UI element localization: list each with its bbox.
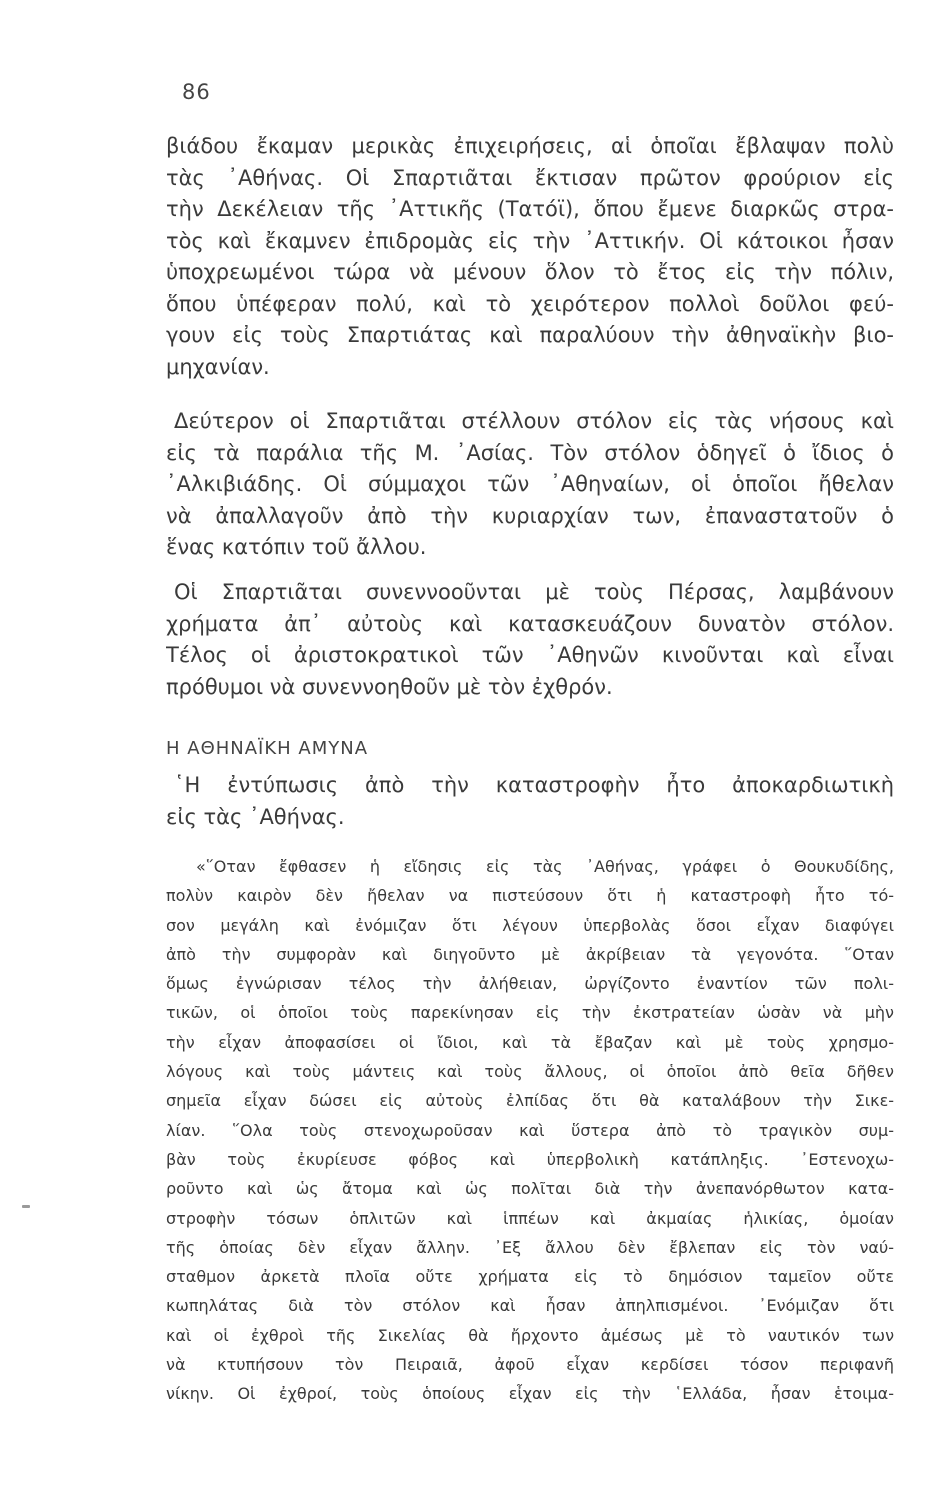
text-line: εἰς τὰ παράλια τῆς Μ. ᾿Ασίας. Τὸν στόλον ὁδηγεῖ ὁ ἴδιος ὁ: [166, 440, 894, 465]
quote-line: βὰν τοὺς ἐκυρίευσε φόβος καὶ ὑπερβολικὴ κατάπληξις. ᾿Εστενοχω-: [166, 1149, 894, 1169]
quote-line: τῆς ὁποίας δὲν εἶχαν ἄλλην. ᾿Εξ ἄλλου δὲν ἔβλεπαν εἰς τὸν ναύ-: [166, 1237, 894, 1257]
quote-line: νὰ κτυπήσουν τὸν Πειραιᾶ, ἀφοῦ εἶχαν κερδίσει τόσον περιφανῆ: [166, 1355, 894, 1375]
text-line: βιάδου ἔκαμαν μερικὰς ἐπιχειρήσεις, αἱ ὁποῖαι ἔβλαψαν πολὺ: [166, 134, 894, 158]
paragraph-spartan-fleet: [166, 406, 894, 564]
quote-line: σον μεγάλη καὶ ἐνόμιζαν ὅτι λέγουν ὑπερβολὰς ὅσοι εἶχαν διαφύγει: [166, 915, 894, 935]
quote-line: καὶ οἱ ἐχθροὶ τῆς Σικελίας θὰ ἤρχοντο ἀμέσως μὲ τὸ ναυτικόν των: [166, 1325, 894, 1345]
quote-line: στροφὴν τόσων ὁπλιτῶν καὶ ἱππέων καὶ ἀκμαίας ἡλικίας, ὁμοίαν: [166, 1208, 894, 1228]
thucydides-quote: [166, 852, 894, 1409]
quote-line: σταθμον ἀρκετὰ πλοῖα οὔτε χρήματα εἰς τὸ δημόσιον ταμεῖον οὔτε: [166, 1267, 894, 1287]
paragraph-spartan-raids: [166, 131, 894, 383]
quote-line: σημεῖα εἶχαν δώσει εἰς αὐτοὺς ἐλπίδας ὅτι θὰ καταλάβουν τὴν Σικε-: [166, 1091, 894, 1111]
text-line: τὴν Δεκέλειαν τῆς ᾿Αττικῆς (Τατόϊ), ὅπου ἔμενε διαρκῶς στρα-: [166, 197, 894, 221]
quote-line: τὴν εἶχαν ἀποφασίσει οἱ ἴδιοι, καὶ τὰ ἔβαζαν καὶ μὲ τοὺς χρησμο-: [166, 1032, 894, 1052]
text-line: γουν εἰς τοὺς Σπαρτιάτας καὶ παραλύουν τὴν ἀθηναϊκὴν βιο-: [166, 323, 894, 347]
text-line: Οἱ Σπαρτιᾶται συνεννοοῦνται μὲ τοὺς Πέρσας, λαμβάνουν: [174, 580, 894, 604]
section-heading: Η ΑΘΗΝΑΪΚΗ ΑΜΥΝΑ: [166, 738, 369, 759]
scan-speck: [22, 1205, 30, 1208]
quote-line: πολὺν καιρὸν δὲν ἤθελαν να πιστεύσουν ὅτι ἡ καταστροφὴ ἦτο τό-: [166, 886, 894, 906]
quote-line: τικῶν, οἱ ὁποῖοι τοὺς παρεκίνησαν εἰς τὴν ἐκστρατείαν ὡσὰν νὰ μὴν: [166, 1003, 894, 1023]
page-number: 86: [182, 80, 211, 104]
text-line: εἰς τὰς ᾿Αθήνας.: [166, 804, 345, 829]
paragraph-persian-alliance: [166, 577, 894, 703]
quote-line: νίκην. Οἱ ἐχθροί, τοὺς ὁποίους εἶχαν εἰς τὴν ῾Ελλάδα, ἦσαν ἑτοιμα-: [166, 1384, 894, 1404]
text-line: ὅπου ὑπέφεραν πολύ, καὶ τὸ χειρότερον πολλοὶ δοῦλοι φεύ-: [166, 291, 894, 316]
text-line: χρήματα ἀπ᾿ αὐτοὺς καὶ κατασκευάζουν δυνατὸν στόλον.: [166, 611, 894, 636]
text-line: ῾Η ἐντύπωσις ἀπὸ τὴν καταστροφὴν ἦτο ἀποκαρδιωτικὴ: [174, 773, 894, 797]
text-line: Δεύτερον οἱ Σπαρτιᾶται στέλλουν στόλον εἰς τὰς νήσους καὶ: [174, 409, 894, 433]
text-line: τὸς καὶ ἔκαμνεν ἐπιδρομὰς εἰς τὴν ᾿Αττικήν. Οἱ κάτοικοι ἦσαν: [166, 228, 894, 253]
quote-line: «῞Οταν ἔφθασεν ἡ εἴδησις εἰς τὰς ᾿Αθήνας, γράφει ὁ Θουκυδίδης,: [196, 857, 894, 876]
text-line: πρόθυμοι νὰ συνεννοηθοῦν μὲ τὸν ἐχθρόν.: [166, 674, 613, 699]
text-line: ὑποχρεωμένοι τώρα νὰ μένουν ὅλον τὸ ἔτος εἰς τὴν πόλιν,: [166, 260, 894, 284]
quote-line: κωπηλάτας διὰ τὸν στόλον καὶ ἦσαν ἀπηλπισμένοι. ᾿Ενόμιζαν ὅτι: [166, 1296, 894, 1316]
text-line: Τέλος οἱ ἀριστοκρατικοὶ τῶν ᾿Αθηνῶν κινοῦνται καὶ εἶναι: [166, 643, 894, 667]
quote-line: ἀπὸ τὴν συμφορὰν καὶ διηγοῦντο μὲ ἀκρίβειαν τὰ γεγονότα. ῞Οταν: [166, 944, 894, 964]
quote-line: ροῦντο καὶ ὡς ἄτομα καὶ ὡς πολῖται διὰ τὴν ἀνεπανόρθωτον κατα-: [166, 1179, 894, 1199]
text-line: ᾿Αλκιβιάδης. Οἱ σύμμαχοι τῶν ᾿Αθηναίων, οἱ ὁποῖοι ἤθελαν: [166, 472, 894, 496]
text-line: νὰ ἀπαλλαγοῦν ἀπὸ τὴν κυριαρχίαν των, ἐπαναστατοῦν ὁ: [166, 503, 894, 528]
text-line: ἕνας κατόπιν τοῦ ἄλλου.: [166, 535, 427, 559]
quote-line: λίαν. ῞Ολα τοὺς στενοχωροῦσαν καὶ ὕστερα ἀπὸ τὸ τραγικὸν συμ-: [166, 1120, 894, 1140]
text-line: μηχανίαν.: [166, 354, 270, 379]
paragraph-impression: [166, 770, 894, 833]
text-line: τὰς ᾿Αθήνας. Οἱ Σπαρτιᾶται ἔκτισαν πρῶτον φρούριον εἰς: [166, 165, 894, 190]
quote-line: ὅμως ἐγνώρισαν τέλος τὴν ἀλήθειαν, ὠργίζοντο ἐναντίον τῶν πολι-: [166, 974, 894, 994]
quote-line: λόγους καὶ τοὺς μάντεις καὶ τοὺς ἄλλους, οἱ ὁποῖοι ἀπὸ θεῖα δῆθεν: [166, 1062, 894, 1082]
